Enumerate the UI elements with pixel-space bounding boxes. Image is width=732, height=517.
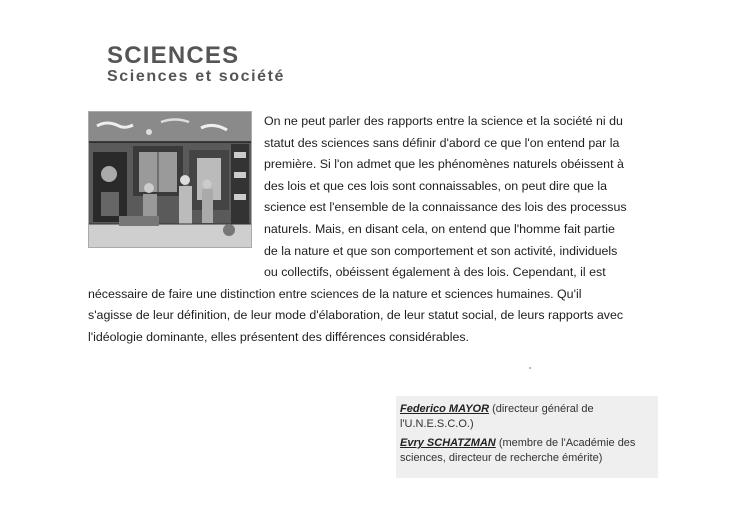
credit-entry	[400, 402, 654, 432]
page-title: SCIENCES	[107, 42, 240, 69]
page-subtitle: Sciences et société	[107, 68, 286, 85]
decorative-dot	[529, 367, 531, 369]
author-role: (directeur général de l'U.N.E.S.C.O.)	[400, 403, 594, 430]
authors-box	[396, 396, 658, 478]
page-heading	[107, 44, 467, 85]
illustration-spacer	[88, 111, 264, 279]
author-role: (membre de l'Académie des sciences, directeur de recherche émérite)	[400, 437, 636, 464]
author-link[interactable]: Evry SCHATZMAN	[400, 437, 496, 449]
article-text	[88, 111, 628, 349]
article-paragraph: On ne peut parler des rapports entre la science et la société ni du statut des sciences sans définir d'abord ce que l'on entend par la première. Si l'on admet que les phénomènes naturels obéissent à des lois et que ces lois sont connaissables, on peut dire que la science est l'ensemble de la connaissance des lois des processus naturels. Mais, en disant cela, on entend que l'homme fait partie de la nature et que son comportement et son activité, individuels ou collectifs, obéissent également à des lois. Cependant, il est nécessaire de faire une distinction entre sciences de la nature et sciences humaines. Qu'il s'agisse de leur définition, de leur mode d'élaboration, de leur statut social, de leurs rapports avec l'idéologie dominante, elles présentent des différences considérables.	[88, 114, 627, 344]
credit-entry	[400, 436, 654, 466]
author-link[interactable]: Federico MAYOR	[400, 403, 490, 415]
